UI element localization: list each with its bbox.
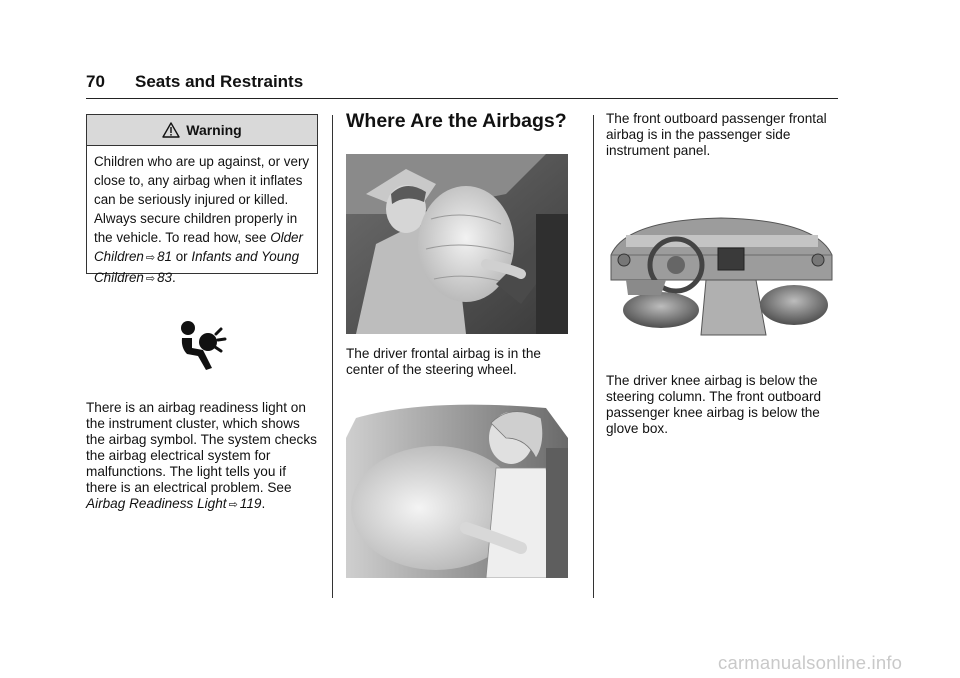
page-reference-icon: ⇨ — [145, 252, 156, 264]
section-heading: Where Are the Airbags? — [346, 110, 567, 132]
page-number: 70 — [86, 72, 105, 91]
warning-box — [86, 114, 318, 285]
column-divider — [332, 115, 333, 598]
driver-airbag-caption: The driver frontal airbag is in the center of the steering wheel. — [346, 346, 541, 377]
warning-header — [87, 115, 317, 146]
page-reference-icon: ⇨ — [145, 273, 156, 285]
knee-airbag-dashboard-illustration — [606, 210, 838, 340]
watermark: carmanualsonline.info — [718, 652, 903, 673]
warning-title: Warning — [186, 122, 242, 138]
column-divider — [593, 115, 594, 598]
driver-airbag-illustration — [346, 154, 568, 334]
xref-link[interactable]: Infants and Young Children — [94, 249, 300, 285]
knee-airbag-paragraph: The driver knee airbag is below the steering column. The front outboard passenger knee airbag is below the glove box. — [606, 373, 822, 436]
header-rule — [86, 98, 838, 99]
page-reference-icon: ⇨ — [228, 499, 238, 511]
xref-link[interactable]: Airbag Readiness Light — [86, 496, 227, 511]
xref-link[interactable]: Older Children — [94, 230, 303, 264]
passenger-airbag-paragraph: The front outboard passenger frontal airbag is in the passenger side instrument panel. — [606, 111, 827, 158]
airbag-readiness-paragraph: There is an airbag readiness light on the instrument cluster, which shows the airbag symbol. The system checks the airbag electrical system for malfunctions. The light tells you if there is an electrical problem. See Airbag Readiness Light ⇨ 119. — [86, 400, 317, 511]
page-header — [86, 72, 838, 92]
warning-triangle-icon — [162, 122, 180, 138]
section-title: Seats and Restraints — [135, 72, 304, 91]
passenger-knee-airbag-illustration — [346, 398, 568, 578]
airbag-symbol-icon — [178, 320, 228, 372]
warning-text: Children who are up against, or very close to, any airbag when it inflates can be seriously injured or killed. Always secure children properly in the vehicle. To read how, see Older Children ⇨ 81 or Infants and Young Children ⇨ 83. — [94, 154, 310, 285]
